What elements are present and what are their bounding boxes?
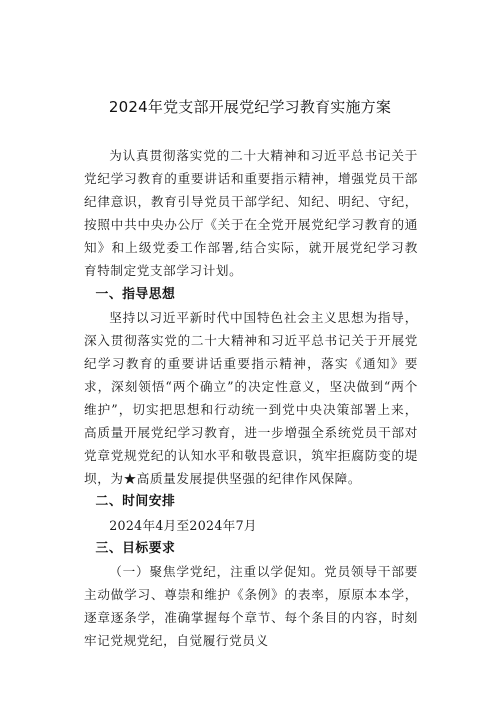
section-heading-schedule: 二、时间安排 xyxy=(95,494,176,510)
section-text-goals: （一）聚焦学党纪，注重以学促知。党员领导干部要主动做学习、尊崇和维护《条例》的表率，原原本本学，逐章逐条学，准确掌握每个章节、每个条目的内容，时刻牢记党规党纪，自觉履行党员义 xyxy=(84,563,418,648)
section-heading-guiding-thought: 一、指导思想 xyxy=(95,286,176,302)
document-title: 2024年党支部开展党纪学习教育实施方案 xyxy=(108,98,392,116)
intro-paragraph: 为认真贯彻落实党的二十大精神和习近平总书记关于党纪学习教育的重要讲话和重要指示精神，增强党员干部纪律意识，教育引导党员干部学纪、知纪、明纪、守纪，按照中共中央办公厅《关于在全党开展党纪学习教育的通知》和上级党委工作部署,结合实际，就开展党纪学习教育特制定党支部学习计划。 xyxy=(84,148,418,279)
document-body xyxy=(84,144,418,652)
section-text-schedule: 2024年4月至2024年7月 xyxy=(109,517,257,533)
section-heading-goals: 三、目标要求 xyxy=(95,540,176,556)
section-text-guiding-thought: 坚持以习近平新时代中国特色社会主义思想为指导，深入贯彻落实党的二十大精神和习近平总书记关于开展党纪学习教育的重要讲话重要指示精神，落实《通知》要求，深刻领悟“两个确立”的决定性意义，坚决做到“两个维护”，切实把思想和行动统一到党中央决策部署上来，高质量开展党纪学习教育，进一步增强全系统党员干部对党章党规党纪的认知水平和敬畏意识，筑牢拒腐防变的堤坝，为★高质量发展提供坚强的纪律作风保障。 xyxy=(84,309,418,487)
